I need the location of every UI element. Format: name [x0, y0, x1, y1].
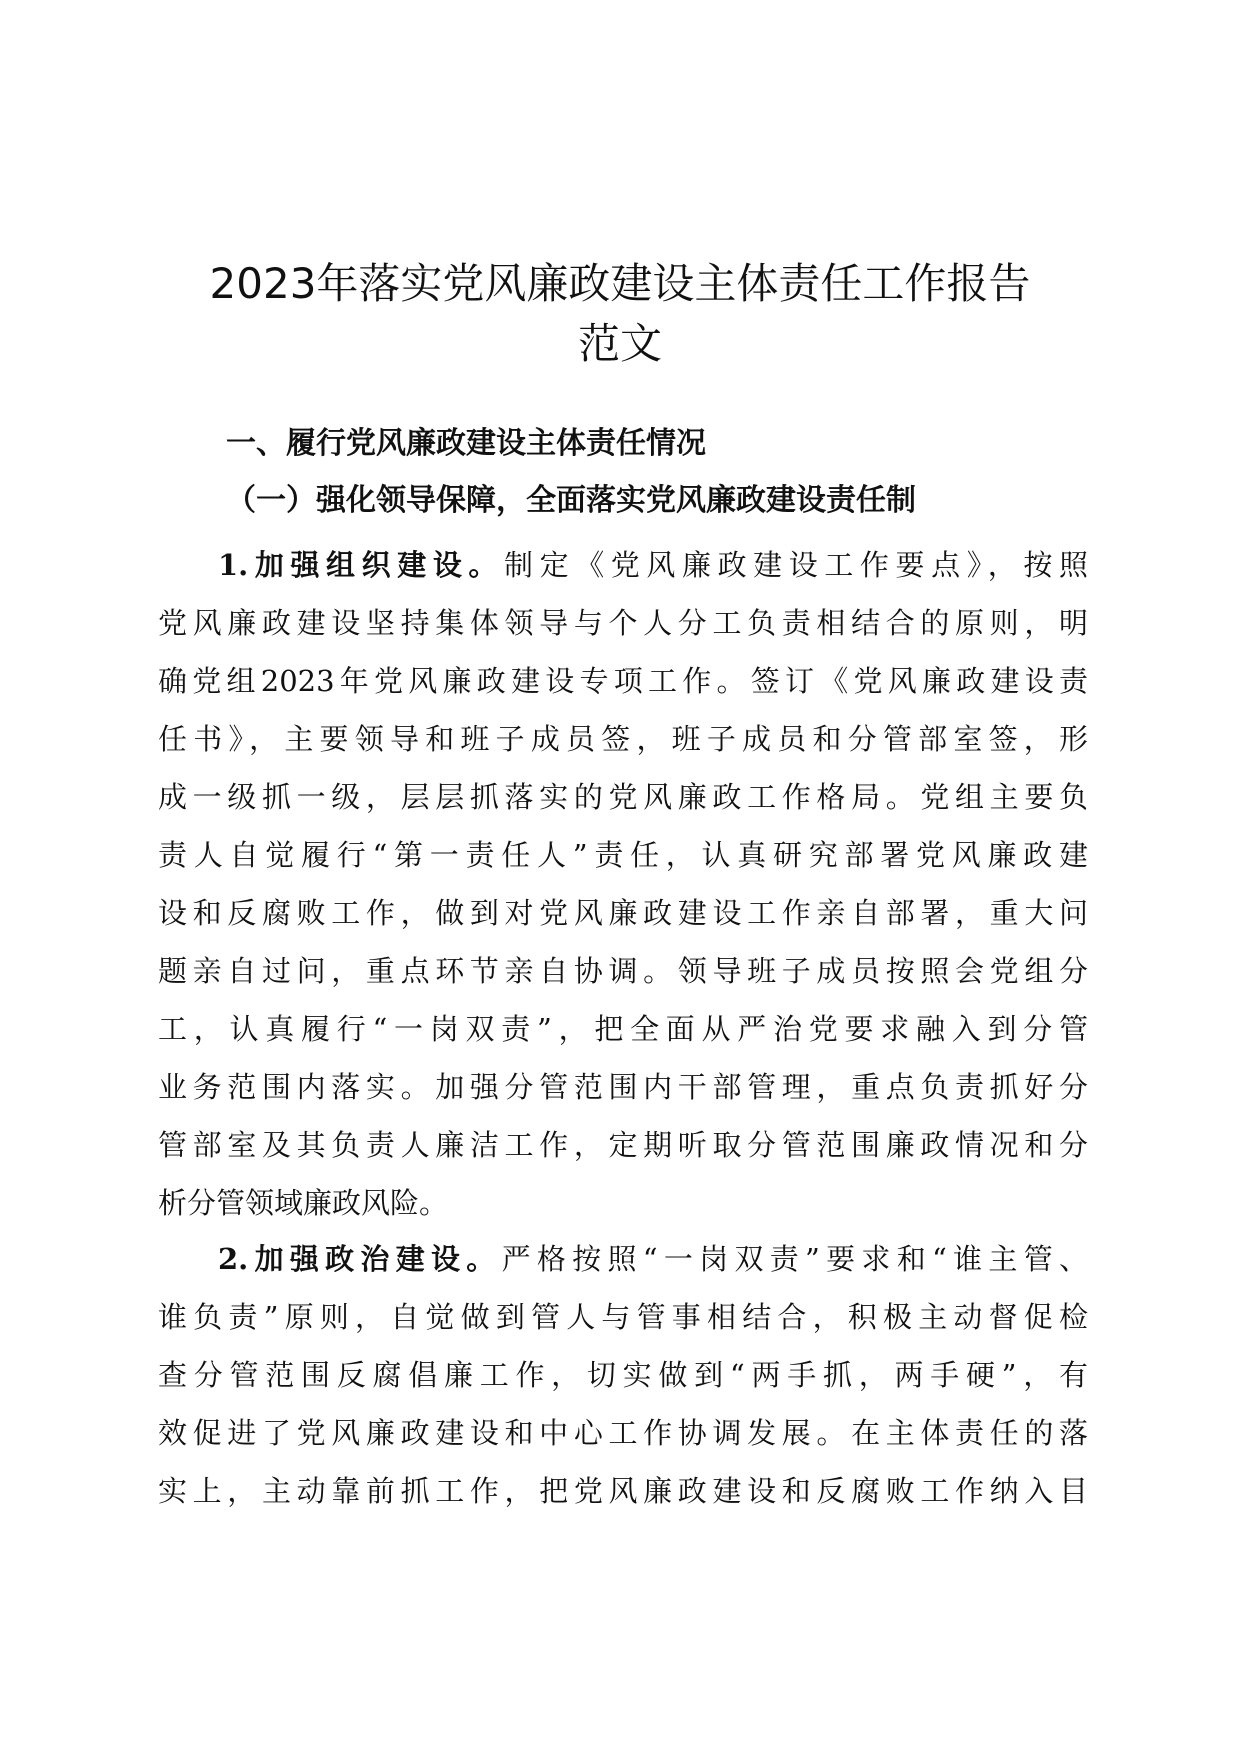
subsection-heading: （一）强化领导保障，全面落实党风廉政建设责任制	[226, 483, 916, 518]
paragraph-line: 谁负责”原则，自觉做到管人与管事相结合，积极主动督促检	[158, 1300, 1088, 1334]
document-title-line-1: 2023年落实党风廉政建设主体责任工作报告	[209, 259, 1031, 308]
paragraph-line: 确党组2023年党风廉政建设专项工作。签订《党风廉政建设责	[158, 664, 1088, 698]
paragraph-lead: 1.加强组织建设。	[218, 548, 505, 582]
paragraph-line: 业务范围内落实。加强分管范围内干部管理，重点负责抓好分	[158, 1070, 1088, 1104]
paragraph-line: 析分管领域廉政风险。	[158, 1186, 449, 1220]
document-title	[150, 254, 1090, 374]
paragraph-line: 查分管范围反腐倡廉工作，切实做到“两手抓，两手硬”，有	[158, 1358, 1088, 1392]
document-title-line-2: 范文	[577, 319, 662, 368]
paragraph-line: 工，认真履行“一岗双责”，把全面从严治党要求融入到分管	[158, 1012, 1088, 1046]
paragraph-line: 任书》，主要领导和班子成员签，班子成员和分管部室签，形	[158, 722, 1088, 756]
paragraph-organization-building	[158, 536, 1088, 1232]
paragraph-line: 效促进了党风廉政建设和中心工作协调发展。在主体责任的落	[158, 1416, 1088, 1450]
paragraph-line: 设和反腐败工作，做到对党风廉政建设工作亲自部署，重大问	[158, 896, 1088, 930]
paragraph-line: 党风廉政建设坚持集体领导与个人分工负责相结合的原则，明	[158, 606, 1088, 640]
paragraph-lead: 2.加强政治建设。	[218, 1242, 502, 1276]
paragraph-line: 管部室及其负责人廉洁工作，定期听取分管范围廉政情况和分	[158, 1128, 1088, 1162]
paragraph-line: 成一级抓一级，层层抓落实的党风廉政工作格局。党组主要负	[158, 780, 1088, 814]
section-heading: 一、履行党风廉政建设主体责任情况	[226, 426, 706, 461]
paragraph-political-building	[158, 1230, 1088, 1520]
paragraph-line: 题亲自过问，重点环节亲自协调。领导班子成员按照会党组分	[158, 954, 1088, 988]
paragraph-line: 2.加强政治建设。严格按照“一岗双责”要求和“谁主管、	[218, 1242, 1088, 1276]
paragraph-line: 责人自觉履行“第一责任人”责任，认真研究部署党风廉政建	[158, 838, 1088, 872]
paragraph-line: 实上，主动靠前抓工作，把党风廉政建设和反腐败工作纳入目	[158, 1474, 1088, 1508]
paragraph-line: 1.加强组织建设。制定《党风廉政建设工作要点》，按照	[218, 548, 1088, 582]
